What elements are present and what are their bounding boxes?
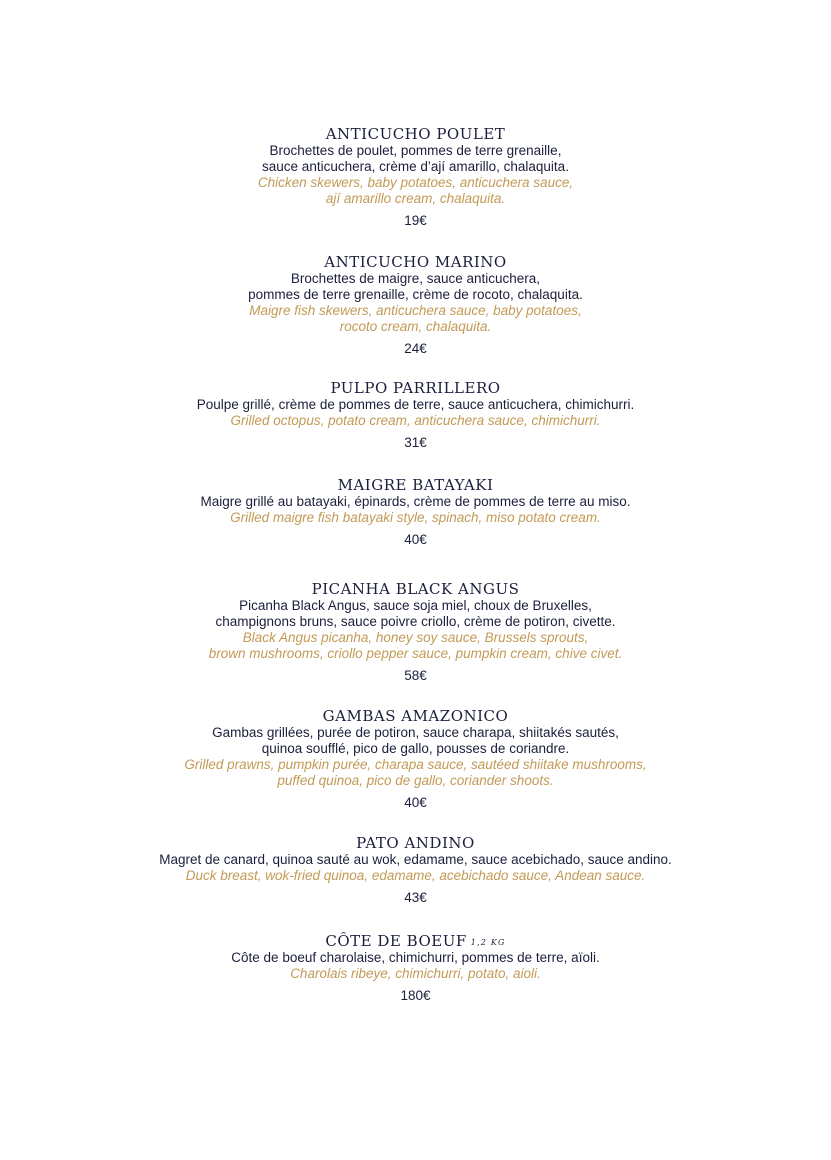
- dish-description-en: Chicken skewers, baby potatoes, anticuchera sauce,: [257, 175, 574, 190]
- dish-price: 58€: [404, 668, 427, 683]
- dish-name-text: CÔTE DE BOEUF: [325, 932, 467, 950]
- dish-description-fr: Picanha Black Angus, sauce soja miel, choux de Bruxelles,: [239, 598, 592, 613]
- dish-description-fr: quinoa soufflé, pico de gallo, pousses de coriandre.: [261, 741, 570, 756]
- dish-description-en: ají amarillo cream, chalaquita.: [325, 191, 506, 206]
- dish-description-fr: champignons bruns, sauce poivre criollo, crème de potiron, civette.: [215, 614, 616, 629]
- dish-description-en: Grilled maigre fish batayaki style, spinach, miso potato cream.: [230, 510, 601, 525]
- dish-description-en: Grilled prawns, pumpkin purée, charapa sauce, sautéed shiitake mushrooms,: [184, 757, 647, 772]
- dish-description-fr: Côte de boeuf charolaise, chimichurri, pommes de terre, aïoli.: [231, 950, 600, 965]
- dish-description-en: Maigre fish skewers, anticuchera sauce, baby potatoes,: [249, 303, 582, 318]
- dish-description-en: Charolais ribeye, chimichurri, potato, aioli.: [290, 966, 541, 981]
- dish-description-fr: sauce anticuchera, crème d’ají amarillo, chalaquita.: [262, 159, 569, 174]
- dish-name: GAMBAS AMAZONICO: [322, 707, 509, 725]
- menu-item-gambas-amazonico: [0, 707, 831, 811]
- dish-name: ANTICUCHO POULET: [325, 125, 506, 143]
- dish-name: [0, 932, 831, 950]
- dish-price: 19€: [404, 213, 427, 228]
- menu-item-picanha-black-angus: [0, 580, 831, 684]
- dish-name: PATO ANDINO: [356, 834, 475, 852]
- dish-description-fr: Brochettes de maigre, sauce anticuchera,: [290, 271, 541, 286]
- dish-name: PICANHA BLACK ANGUS: [311, 580, 520, 598]
- menu-item-pato-andino: [0, 834, 831, 906]
- dish-description-fr: Poulpe grillé, crème de pommes de terre, sauce anticuchera, chimichurri.: [196, 397, 635, 412]
- dish-description-fr: Gambas grillées, purée de potiron, sauce charapa, shiitakés sautés,: [212, 725, 619, 740]
- dish-description-fr: Maigre grillé au batayaki, épinards, crème de pommes de terre au miso.: [200, 494, 631, 509]
- dish-price: 180€: [400, 988, 431, 1003]
- dish-price: 31€: [404, 435, 427, 450]
- dish-description-en: Duck breast, wok-fried quinoa, edamame, acebichado sauce, Andean sauce.: [185, 868, 646, 883]
- dish-description-en: puffed quinoa, pico de gallo, coriander shoots.: [277, 773, 554, 788]
- dish-price: 40€: [404, 532, 427, 547]
- menu-item-anticucho-poulet: [0, 125, 831, 229]
- dish-description-en: rocoto cream, chalaquita.: [339, 319, 492, 334]
- dish-weight: 1,2 KG: [470, 938, 506, 947]
- dish-description-en: Grilled octopus, potato cream, anticuchera sauce, chimichurri.: [230, 413, 601, 428]
- dish-name: ANTICUCHO MARINO: [324, 253, 507, 271]
- dish-price: 24€: [404, 341, 427, 356]
- dish-description-fr: pommes de terre grenaille, crème de rocoto, chalaquita.: [248, 287, 583, 302]
- menu-item-pulpo-parrillero: [0, 379, 831, 451]
- dish-description-en: brown mushrooms, criollo pepper sauce, pumpkin cream, chive civet.: [208, 646, 623, 661]
- dish-name: PULPO PARRILLERO: [330, 379, 501, 397]
- menu-item-maigre-batayaki: [0, 476, 831, 548]
- dish-price: 40€: [404, 795, 427, 810]
- dish-description-fr: Brochettes de poulet, pommes de terre grenaille,: [269, 143, 562, 158]
- menu-item-cote-de-boeuf: [0, 932, 831, 1004]
- menu-item-anticucho-marino: [0, 253, 831, 357]
- dish-description-fr: Magret de canard, quinoa sauté au wok, edamame, sauce acebichado, sauce andino.: [159, 852, 672, 867]
- dish-name: MAIGRE BATAYAKI: [337, 476, 494, 494]
- dish-description-en: Black Angus picanha, honey soy sauce, Brussels sprouts,: [242, 630, 589, 645]
- dish-price: 43€: [404, 890, 427, 905]
- menu-list: [0, 125, 831, 1004]
